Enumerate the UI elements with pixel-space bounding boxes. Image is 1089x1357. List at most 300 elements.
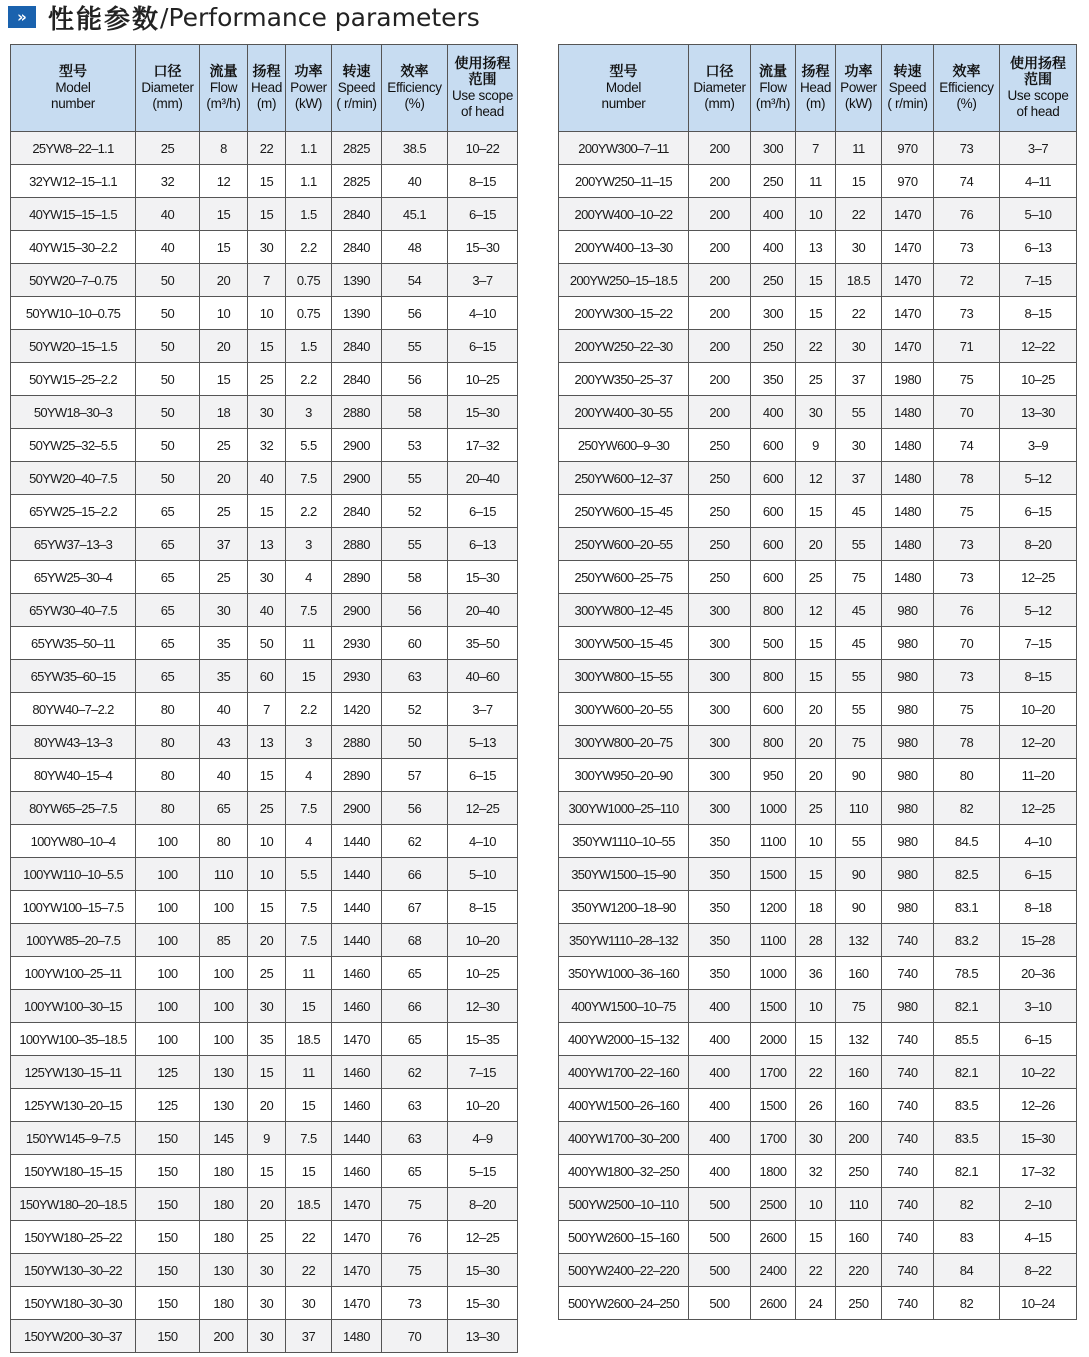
- cell-diameter: 125: [136, 1089, 200, 1122]
- cell-flow: 80: [200, 825, 248, 858]
- cell-power: 1.5: [286, 330, 332, 363]
- cell-head: 13: [796, 231, 836, 264]
- cell-diameter: 50: [136, 429, 200, 462]
- cell-head: 7: [248, 264, 286, 297]
- table-row: [11, 396, 518, 429]
- column-header-en: Diameter: [693, 80, 746, 95]
- cell-model-number: 200YW350–25–37: [559, 363, 689, 396]
- table-row: [559, 957, 1077, 990]
- cell-flow: 1100: [751, 924, 796, 957]
- cell-efficiency: 65: [382, 1155, 448, 1188]
- cell-power: 11: [286, 957, 332, 990]
- cell-flow: 130: [200, 1254, 248, 1287]
- cell-speed: 1470: [332, 1221, 382, 1254]
- table-row: [11, 660, 518, 693]
- cell-speed: 1420: [332, 693, 382, 726]
- cell-head: 20: [248, 1188, 286, 1221]
- cell-flow: 1500: [751, 858, 796, 891]
- cell-efficiency: 70: [382, 1320, 448, 1353]
- cell-diameter: 100: [136, 825, 200, 858]
- cell-diameter: 250: [689, 528, 751, 561]
- cell-speed: 970: [882, 165, 934, 198]
- table-row: [11, 1155, 518, 1188]
- column-header-en: ( r/min): [336, 96, 377, 111]
- cell-speed: 2840: [332, 198, 382, 231]
- cell-diameter: 250: [689, 495, 751, 528]
- column-header-en: Use scope: [451, 88, 514, 103]
- cell-head: 9: [248, 1122, 286, 1155]
- cell-model-number: 65YW25–30–4: [11, 561, 136, 594]
- table-row: [559, 825, 1077, 858]
- cell-head: 35: [248, 1023, 286, 1056]
- cell-head: 15: [248, 330, 286, 363]
- cell-model-number: 300YW950–20–90: [559, 759, 689, 792]
- cell-efficiency: 66: [382, 990, 448, 1023]
- cell-speed: 2840: [332, 231, 382, 264]
- table-body: [11, 132, 518, 1353]
- cell-head-scope: 6–13: [448, 528, 518, 561]
- column-header-zh: 型号: [609, 64, 638, 80]
- cell-efficiency: 57: [382, 759, 448, 792]
- column-header-zh: 型号: [59, 64, 87, 80]
- column-header-en: number: [51, 96, 95, 111]
- table-row: [11, 627, 518, 660]
- cell-head: 30: [796, 396, 836, 429]
- cell-head-scope: 6–15: [1000, 495, 1077, 528]
- column-header-en: (kW): [844, 96, 873, 111]
- cell-power: 11: [836, 132, 882, 165]
- cell-efficiency: 84: [934, 1254, 1000, 1287]
- cell-head-scope: 8–18: [1000, 891, 1077, 924]
- cell-diameter: 300: [689, 792, 751, 825]
- cell-model-number: 400YW1800–32–250: [559, 1155, 689, 1188]
- cell-model-number: 200YW300–7–11: [559, 132, 689, 165]
- cell-head-scope: 3–9: [1000, 429, 1077, 462]
- cell-diameter: 40: [136, 198, 200, 231]
- cell-head-scope: 5–10: [448, 858, 518, 891]
- table-row: [11, 429, 518, 462]
- column-header-zh: 使用扬程范围: [454, 56, 511, 88]
- cell-flow: 1500: [751, 990, 796, 1023]
- cell-speed: 2890: [332, 759, 382, 792]
- cell-speed: 2840: [332, 363, 382, 396]
- cell-head-scope: 20–40: [448, 594, 518, 627]
- column-header-head-scope: [1000, 45, 1077, 132]
- cell-head-scope: 10–24: [1000, 1287, 1077, 1320]
- cell-head: 12: [796, 462, 836, 495]
- cell-diameter: 300: [689, 726, 751, 759]
- cell-model-number: 350YW1500–15–90: [559, 858, 689, 891]
- cell-diameter: 150: [136, 1155, 200, 1188]
- column-header-en: (m³/h): [755, 96, 791, 111]
- table-row: [559, 561, 1077, 594]
- cell-flow: 35: [200, 660, 248, 693]
- cell-head-scope: 15–30: [448, 561, 518, 594]
- cell-head: 15: [796, 1221, 836, 1254]
- cell-diameter: 250: [689, 462, 751, 495]
- cell-flow: 20: [200, 264, 248, 297]
- cell-head: 7: [248, 693, 286, 726]
- cell-power: 1.1: [286, 165, 332, 198]
- cell-head-scope: 20–40: [448, 462, 518, 495]
- cell-model-number: 500YW2600–15–160: [559, 1221, 689, 1254]
- cell-speed: 980: [882, 891, 934, 924]
- performance-table-right: [558, 44, 1077, 1320]
- section-title: [8, 0, 480, 34]
- cell-diameter: 500: [689, 1188, 751, 1221]
- column-header-en: (m): [256, 96, 277, 111]
- column-header-power: [286, 45, 332, 132]
- cell-diameter: 100: [136, 858, 200, 891]
- cell-model-number: 150YW130–30–22: [11, 1254, 136, 1287]
- cell-efficiency: 75: [934, 693, 1000, 726]
- cell-speed: 1470: [332, 1188, 382, 1221]
- table-row: [11, 528, 518, 561]
- table-row: [559, 891, 1077, 924]
- title-english: /Performance parameters: [160, 2, 480, 32]
- cell-diameter: 300: [689, 759, 751, 792]
- cell-power: 15: [286, 660, 332, 693]
- cell-head-scope: 10–25: [448, 363, 518, 396]
- cell-diameter: 80: [136, 693, 200, 726]
- cell-head-scope: 10–25: [1000, 363, 1077, 396]
- cell-speed: 2825: [332, 165, 382, 198]
- cell-head-scope: 8–15: [1000, 660, 1077, 693]
- cell-speed: 740: [882, 1122, 934, 1155]
- column-header-model-number: [559, 45, 689, 132]
- cell-speed: 1980: [882, 363, 934, 396]
- cell-head-scope: 8–20: [1000, 528, 1077, 561]
- cell-flow: 600: [751, 429, 796, 462]
- cell-flow: 145: [200, 1122, 248, 1155]
- cell-model-number: 400YW1700–30–200: [559, 1122, 689, 1155]
- cell-efficiency: 73: [934, 561, 1000, 594]
- cell-head: 13: [248, 528, 286, 561]
- cell-efficiency: 72: [934, 264, 1000, 297]
- table-row: [11, 1188, 518, 1221]
- cell-efficiency: 76: [934, 594, 1000, 627]
- column-header-zh: 效率: [400, 64, 429, 80]
- cell-speed: 1470: [882, 198, 934, 231]
- cell-flow: 600: [751, 528, 796, 561]
- cell-diameter: 50: [136, 462, 200, 495]
- table-row: [11, 924, 518, 957]
- cell-flow: 250: [751, 264, 796, 297]
- cell-head: 12: [796, 594, 836, 627]
- cell-head-scope: 12–25: [448, 1221, 518, 1254]
- title-chinese: 性能参数: [48, 4, 161, 35]
- cell-model-number: 200YW300–15–22: [559, 297, 689, 330]
- cell-model-number: 150YW180–25–22: [11, 1221, 136, 1254]
- cell-power: 160: [836, 1056, 882, 1089]
- cell-efficiency: 55: [382, 462, 448, 495]
- table-row: [559, 198, 1077, 231]
- cell-head: 15: [796, 495, 836, 528]
- cell-head-scope: 6–13: [1000, 231, 1077, 264]
- cell-efficiency: 75: [934, 495, 1000, 528]
- cell-power: 7.5: [286, 462, 332, 495]
- cell-speed: 2900: [332, 429, 382, 462]
- cell-head: 30: [248, 1287, 286, 1320]
- table-row: [11, 165, 518, 198]
- table-row: [559, 1023, 1077, 1056]
- cell-flow: 25: [200, 429, 248, 462]
- cell-model-number: 65YW35–50–11: [11, 627, 136, 660]
- cell-flow: 300: [751, 297, 796, 330]
- cell-power: 2.2: [286, 693, 332, 726]
- cell-flow: 100: [200, 891, 248, 924]
- cell-head-scope: 35–50: [448, 627, 518, 660]
- cell-power: 45: [836, 495, 882, 528]
- cell-power: 160: [836, 1089, 882, 1122]
- cell-power: 55: [836, 396, 882, 429]
- cell-head-scope: 3–7: [448, 693, 518, 726]
- cell-speed: 2890: [332, 561, 382, 594]
- cell-head: 28: [796, 924, 836, 957]
- table-header: [11, 45, 518, 132]
- table-row: [559, 363, 1077, 396]
- cell-head-scope: 4–10: [1000, 825, 1077, 858]
- cell-flow: 20: [200, 330, 248, 363]
- cell-head-scope: 12–20: [1000, 726, 1077, 759]
- table-row: [11, 1089, 518, 1122]
- column-header-en: Speed: [337, 80, 376, 95]
- cell-power: 37: [836, 462, 882, 495]
- cell-efficiency: 78.5: [934, 957, 1000, 990]
- cell-head-scope: 7–15: [1000, 264, 1077, 297]
- cell-speed: 740: [882, 1056, 934, 1089]
- cell-diameter: 50: [136, 363, 200, 396]
- cell-power: 30: [836, 231, 882, 264]
- cell-head-scope: 8–22: [1000, 1254, 1077, 1287]
- cell-power: 75: [836, 561, 882, 594]
- cell-power: 1.5: [286, 198, 332, 231]
- cell-model-number: 65YW25–15–2.2: [11, 495, 136, 528]
- cell-model-number: 200YW250–15–18.5: [559, 264, 689, 297]
- cell-model-number: 100YW80–10–4: [11, 825, 136, 858]
- cell-head: 25: [248, 957, 286, 990]
- cell-head-scope: 11–20: [1000, 759, 1077, 792]
- cell-flow: 43: [200, 726, 248, 759]
- cell-efficiency: 71: [934, 330, 1000, 363]
- column-header-speed: [882, 45, 934, 132]
- cell-model-number: 300YW1000–25–110: [559, 792, 689, 825]
- cell-efficiency: 74: [934, 429, 1000, 462]
- cell-model-number: 200YW250–11–15: [559, 165, 689, 198]
- cell-speed: 2880: [332, 528, 382, 561]
- cell-model-number: 200YW400–10–22: [559, 198, 689, 231]
- cell-power: 2.2: [286, 363, 332, 396]
- cell-power: 220: [836, 1254, 882, 1287]
- cell-efficiency: 45.1: [382, 198, 448, 231]
- cell-speed: 740: [882, 1188, 934, 1221]
- cell-head-scope: 15–30: [448, 396, 518, 429]
- cell-power: 90: [836, 759, 882, 792]
- cell-speed: 980: [882, 693, 934, 726]
- cell-speed: 2825: [332, 132, 382, 165]
- cell-head-scope: 12–25: [448, 792, 518, 825]
- column-header-zh: 使用扬程范围: [1010, 56, 1066, 88]
- cell-head-scope: 40–60: [448, 660, 518, 693]
- column-header-zh: 扬程: [252, 64, 281, 80]
- cell-power: 7.5: [286, 924, 332, 957]
- table-row: [559, 264, 1077, 297]
- table-row: [11, 297, 518, 330]
- cell-head-scope: 8–15: [448, 891, 518, 924]
- cell-speed: 1470: [882, 330, 934, 363]
- cell-flow: 8: [200, 132, 248, 165]
- cell-diameter: 65: [136, 561, 200, 594]
- table-body: [559, 132, 1077, 1320]
- table-row: [11, 132, 518, 165]
- cell-power: 3: [286, 528, 332, 561]
- column-header-model-number: [11, 45, 136, 132]
- column-header-en: Model: [605, 80, 642, 95]
- cell-power: 11: [286, 627, 332, 660]
- cell-flow: 350: [751, 363, 796, 396]
- cell-efficiency: 73: [934, 660, 1000, 693]
- cell-head: 15: [796, 627, 836, 660]
- cell-speed: 980: [882, 825, 934, 858]
- table-row: [11, 1023, 518, 1056]
- cell-efficiency: 63: [382, 660, 448, 693]
- cell-head: 30: [248, 1320, 286, 1353]
- cell-flow: 400: [751, 198, 796, 231]
- cell-power: 55: [836, 660, 882, 693]
- column-header-zh: 口径: [153, 64, 182, 80]
- cell-head: 15: [248, 1056, 286, 1089]
- cell-head: 10: [796, 825, 836, 858]
- cell-flow: 10: [200, 297, 248, 330]
- cell-efficiency: 63: [382, 1089, 448, 1122]
- cell-head: 25: [248, 792, 286, 825]
- cell-head-scope: 2–10: [1000, 1188, 1077, 1221]
- cell-power: 37: [286, 1320, 332, 1353]
- cell-efficiency: 56: [382, 594, 448, 627]
- cell-power: 3: [286, 726, 332, 759]
- cell-head: 22: [796, 330, 836, 363]
- cell-diameter: 100: [136, 924, 200, 957]
- cell-model-number: 150YW180–30–30: [11, 1287, 136, 1320]
- cell-head: 10: [248, 825, 286, 858]
- cell-head-scope: 8–15: [1000, 297, 1077, 330]
- table-row: [11, 1320, 518, 1353]
- cell-head: 15: [796, 660, 836, 693]
- cell-diameter: 350: [689, 825, 751, 858]
- cell-head: 7: [796, 132, 836, 165]
- cell-speed: 740: [882, 1089, 934, 1122]
- table-row: [559, 495, 1077, 528]
- cell-head-scope: 15–35: [448, 1023, 518, 1056]
- cell-model-number: 25YW8–22–1.1: [11, 132, 136, 165]
- table-row: [559, 1089, 1077, 1122]
- cell-diameter: 65: [136, 528, 200, 561]
- cell-head: 30: [248, 561, 286, 594]
- cell-head-scope: 10–22: [1000, 1056, 1077, 1089]
- cell-speed: 980: [882, 759, 934, 792]
- cell-efficiency: 60: [382, 627, 448, 660]
- cell-speed: 1440: [332, 1122, 382, 1155]
- cell-model-number: 350YW1200–18–90: [559, 891, 689, 924]
- cell-flow: 100: [200, 957, 248, 990]
- cell-speed: 1440: [332, 858, 382, 891]
- cell-flow: 30: [200, 594, 248, 627]
- cell-power: 3: [286, 396, 332, 429]
- cell-speed: 740: [882, 1221, 934, 1254]
- column-header-zh: 功率: [844, 64, 873, 80]
- cell-flow: 300: [751, 132, 796, 165]
- cell-flow: 130: [200, 1056, 248, 1089]
- cell-speed: 740: [882, 1023, 934, 1056]
- cell-flow: 35: [200, 627, 248, 660]
- table-row: [559, 627, 1077, 660]
- cell-speed: 1460: [332, 990, 382, 1023]
- cell-model-number: 50YW25–32–5.5: [11, 429, 136, 462]
- cell-power: 45: [836, 627, 882, 660]
- cell-efficiency: 63: [382, 1122, 448, 1155]
- cell-speed: 1440: [332, 825, 382, 858]
- table-row: [559, 1155, 1077, 1188]
- cell-diameter: 125: [136, 1056, 200, 1089]
- cell-head-scope: 4–10: [448, 297, 518, 330]
- cell-model-number: 125YW130–20–15: [11, 1089, 136, 1122]
- cell-model-number: 100YW100–30–15: [11, 990, 136, 1023]
- column-header-en: Use scope: [1007, 88, 1069, 103]
- cell-diameter: 400: [689, 1155, 751, 1188]
- table-row: [559, 726, 1077, 759]
- table-row: [559, 1254, 1077, 1287]
- cell-speed: 740: [882, 957, 934, 990]
- cell-flow: 1500: [751, 1089, 796, 1122]
- cell-speed: 2900: [332, 594, 382, 627]
- cell-efficiency: 38.5: [382, 132, 448, 165]
- table-row: [559, 594, 1077, 627]
- cell-diameter: 500: [689, 1254, 751, 1287]
- cell-head-scope: 5–12: [1000, 462, 1077, 495]
- cell-speed: 980: [882, 726, 934, 759]
- cell-head: 22: [796, 1056, 836, 1089]
- cell-model-number: 350YW1000–36–160: [559, 957, 689, 990]
- cell-head: 15: [796, 264, 836, 297]
- cell-power: 22: [286, 1254, 332, 1287]
- cell-efficiency: 62: [382, 825, 448, 858]
- cell-power: 15: [286, 1089, 332, 1122]
- cell-speed: 2930: [332, 627, 382, 660]
- table-row: [11, 1254, 518, 1287]
- cell-head-scope: 13–30: [1000, 396, 1077, 429]
- cell-diameter: 32: [136, 165, 200, 198]
- cell-model-number: 250YW600–9–30: [559, 429, 689, 462]
- cell-efficiency: 55: [382, 330, 448, 363]
- column-header-en: Head: [250, 80, 283, 95]
- cell-power: 0.75: [286, 297, 332, 330]
- cell-head: 25: [248, 363, 286, 396]
- cell-head: 50: [248, 627, 286, 660]
- cell-model-number: 250YW600–15–45: [559, 495, 689, 528]
- cell-head-scope: 6–15: [448, 198, 518, 231]
- cell-model-number: 50YW20–40–7.5: [11, 462, 136, 495]
- cell-speed: 2900: [332, 462, 382, 495]
- cell-flow: 1800: [751, 1155, 796, 1188]
- cell-diameter: 500: [689, 1221, 751, 1254]
- cell-flow: 250: [751, 165, 796, 198]
- table-row: [559, 858, 1077, 891]
- cell-head: 15: [248, 759, 286, 792]
- cell-speed: 1480: [882, 561, 934, 594]
- table-row: [11, 957, 518, 990]
- cell-diameter: 150: [136, 1221, 200, 1254]
- cell-speed: 1440: [332, 891, 382, 924]
